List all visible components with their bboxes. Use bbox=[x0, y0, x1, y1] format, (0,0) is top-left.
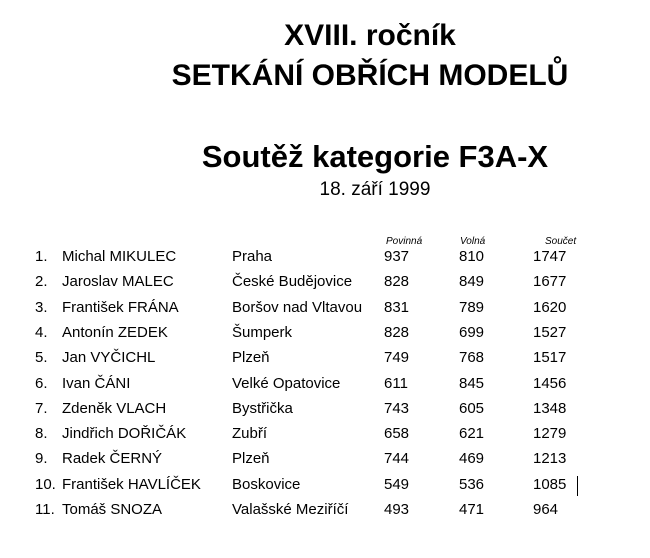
table-row bbox=[0, 297, 650, 321]
column-header-volna: Volná bbox=[460, 236, 486, 247]
name-cell: Tomáš SNOZA bbox=[62, 501, 163, 518]
povinna-cell: 828 bbox=[384, 324, 410, 341]
name-cell: Jindřich DOŘIČÁK bbox=[62, 425, 187, 442]
povinna-cell: 549 bbox=[384, 476, 410, 493]
name-cell: Radek ČERNÝ bbox=[62, 450, 163, 467]
city-cell: Plzeň bbox=[232, 450, 270, 467]
rank-cell: 7. bbox=[35, 400, 48, 417]
table-row bbox=[0, 373, 650, 397]
povinna-cell: 743 bbox=[384, 400, 410, 417]
table-row bbox=[0, 474, 650, 498]
city-cell: Bystřička bbox=[232, 400, 293, 417]
competition-title: Soutěž kategorie F3A-X bbox=[201, 139, 549, 174]
table-row bbox=[0, 398, 650, 422]
rank-cell: 10. bbox=[35, 476, 56, 493]
rank-cell: 1. bbox=[35, 248, 48, 265]
povinna-cell: 749 bbox=[384, 349, 410, 366]
volna-cell: 845 bbox=[459, 375, 485, 392]
soucet-cell: 1456 bbox=[533, 375, 567, 392]
volna-cell: 768 bbox=[459, 349, 485, 366]
city-cell: Boršov nad Vltavou bbox=[232, 299, 363, 316]
city-cell: České Budějovice bbox=[232, 273, 353, 290]
soucet-cell: 964 bbox=[533, 501, 559, 518]
edition-title: XVIII. ročník bbox=[284, 19, 456, 52]
volna-cell: 469 bbox=[459, 450, 485, 467]
volna-cell: 849 bbox=[459, 273, 485, 290]
rank-cell: 8. bbox=[35, 425, 48, 442]
soucet-cell: 1085 bbox=[533, 476, 567, 493]
povinna-cell: 658 bbox=[384, 425, 410, 442]
city-cell: Plzeň bbox=[232, 349, 270, 366]
rank-cell: 5. bbox=[35, 349, 48, 366]
soucet-cell: 1348 bbox=[533, 400, 567, 417]
soucet-cell: 1279 bbox=[533, 425, 567, 442]
city-cell: Velké Opatovice bbox=[232, 375, 341, 392]
city-cell: Zubří bbox=[232, 425, 268, 442]
volna-cell: 621 bbox=[459, 425, 485, 442]
povinna-cell: 831 bbox=[384, 299, 410, 316]
rank-cell: 9. bbox=[35, 450, 48, 467]
povinna-cell: 828 bbox=[384, 273, 410, 290]
name-cell: Ivan ČÁNI bbox=[62, 375, 131, 392]
column-header-povinna: Povinná bbox=[386, 236, 423, 247]
rank-cell: 11. bbox=[35, 501, 55, 518]
city-cell: Boskovice bbox=[232, 476, 301, 493]
name-cell: Antonín ZEDEK bbox=[62, 324, 168, 341]
soucet-cell: 1747 bbox=[533, 248, 567, 265]
rank-cell: 4. bbox=[35, 324, 48, 341]
soucet-cell: 1213 bbox=[533, 450, 567, 467]
povinna-cell: 611 bbox=[384, 375, 408, 392]
city-cell: Valašské Meziříčí bbox=[232, 501, 349, 518]
volna-cell: 536 bbox=[459, 476, 485, 493]
event-title: SETKÁNÍ OBŘÍCH MODELŮ bbox=[171, 59, 569, 92]
name-cell: František HAVLÍČEK bbox=[62, 476, 201, 493]
name-cell: Zdeněk VLACH bbox=[62, 400, 167, 417]
name-cell: Jan VYČICHL bbox=[62, 349, 156, 366]
rank-cell: 6. bbox=[35, 375, 48, 392]
soucet-cell: 1677 bbox=[533, 273, 567, 290]
soucet-cell: 1620 bbox=[533, 299, 567, 316]
table-row bbox=[0, 499, 650, 523]
rank-cell: 2. bbox=[35, 273, 48, 290]
table-row bbox=[0, 322, 650, 346]
name-cell: Michal MIKULEC bbox=[62, 248, 177, 265]
rank-cell: 3. bbox=[35, 299, 48, 316]
soucet-cell: 1527 bbox=[533, 324, 567, 341]
table-row bbox=[0, 246, 650, 270]
city-cell: Šumperk bbox=[232, 324, 293, 341]
name-cell: Jaroslav MALEC bbox=[62, 273, 174, 290]
volna-cell: 605 bbox=[459, 400, 485, 417]
table-row bbox=[0, 347, 650, 371]
city-cell: Praha bbox=[232, 248, 273, 265]
event-date: 18. září 1999 bbox=[319, 179, 431, 200]
table-row bbox=[0, 448, 650, 472]
volna-cell: 699 bbox=[459, 324, 485, 341]
text-cursor bbox=[577, 476, 578, 496]
soucet-cell: 1517 bbox=[533, 349, 567, 366]
povinna-cell: 744 bbox=[384, 450, 410, 467]
povinna-cell: 493 bbox=[384, 501, 410, 518]
table-row bbox=[0, 423, 650, 447]
volna-cell: 471 bbox=[459, 501, 485, 518]
volna-cell: 810 bbox=[459, 248, 485, 265]
povinna-cell: 937 bbox=[384, 248, 410, 265]
name-cell: František FRÁNA bbox=[62, 299, 179, 316]
table-row bbox=[0, 271, 650, 295]
column-header-soucet: Součet bbox=[545, 236, 577, 247]
volna-cell: 789 bbox=[459, 299, 485, 316]
